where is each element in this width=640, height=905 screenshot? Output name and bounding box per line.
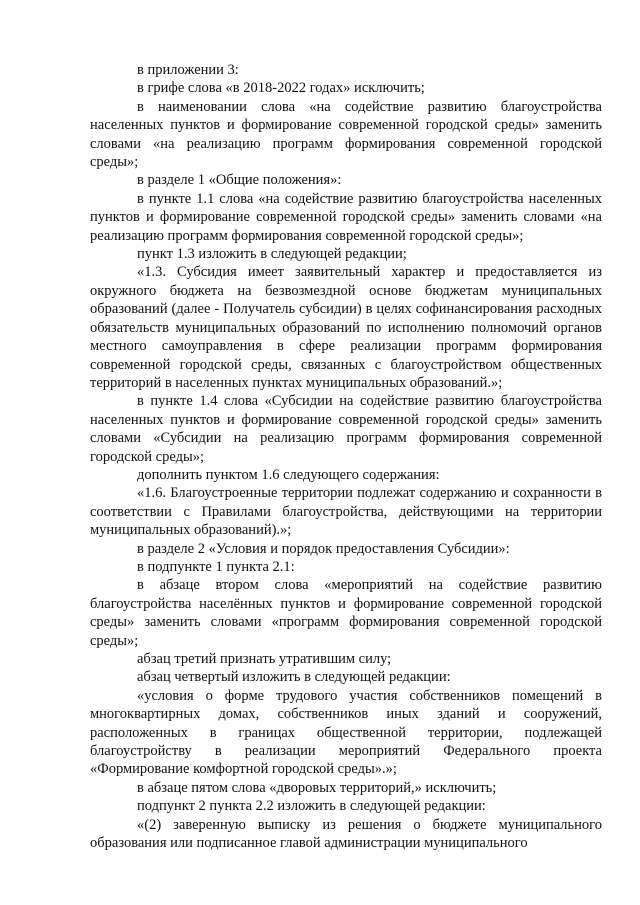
paragraph-4: в разделе 1 «Общие положения»: [137,172,342,189]
paragraph-10: «1.6. Благоустроенные территории подлежат содержанию и сохранности в соответствии с Правилами благоустройства, действующими на территории муниципальных образований).»; [90,485,602,539]
paragraph-8: в пункте 1.4 слова «Субсидии на содействие развитию благоустройства населенных пунктов и формирование современной городской среды» заменить словами «Субсидии на реализацию программ формирования современной городской среды»; [90,393,602,465]
paragraph-13: в абзаце втором слова «мероприятий на содействие развитию благоустройства населённых пунктов и формирование современной городской среды» заменить словами «программ формирования современной городской среды»; [90,577,602,649]
paragraph-11: в разделе 2 «Условия и порядок предоставления Субсидии»: [137,540,510,557]
paragraph-16: «условия о форме трудового участия собственников помещений в многоквартирных домах, собственников иных зданий и сооружений, расположенных в границах общественной территории, подлежащей благоустройству в реализации мероприятий Федерального проекта «Формирование комфортной городской среды».»; [90,687,602,778]
paragraph-6: пункт 1.3 изложить в следующей редакции; [137,246,407,263]
paragraph-12: в подпункте 1 пункта 2.1: [137,558,295,575]
paragraph-17: в абзаце пятом слова «дворовых территорий,» исключить; [137,779,497,796]
paragraph-9: дополнить пунктом 1.6 следующего содержания: [137,466,440,483]
paragraph-18: подпункт 2 пункта 2.2 изложить в следующей редакции: [137,798,486,815]
paragraph-15: абзац четвертый изложить в следующей редакции: [137,669,451,686]
paragraph-5: в пункте 1.1 слова «на содействие развитию благоустройства населенных пунктов и формирование современной городской среды» заменить словами «на реализацию программ формирования современной городской среды»; [90,190,602,244]
paragraph-19: «(2) заверенную выписку из решения о бюджете муниципального образования или подписанное главой администрации муниципального [90,816,602,852]
paragraph-2: в грифе слова «в 2018-2022 годах» исключить; [137,80,425,97]
paragraph-1: в приложении 3: [137,62,239,78]
document-body [90,61,602,852]
paragraph-3: в наименовании слова «на содействие развитию благоустройства населенных пунктов и формирование современной городской среды» заменить словами «на реализацию программ формирования современной городской среды»; [90,98,602,171]
paragraph-7: «1.3. Субсидия имеет заявительный характер и предоставляется из окружного бюджета на безвозмездной основе бюджетам муниципальных образований (далее - Получатель субсидии) в целях софинансирования расходных обязательств муниципальных образований по исполнению полномочий органов местного самоуправления в сфере реализации программ формирования современной городской среды, связанных с благоустройством общественных территорий в населенных пунктах муниципальных образований.»; [90,264,602,391]
paragraph-14: абзац третий признать утратившим силу; [137,651,392,667]
